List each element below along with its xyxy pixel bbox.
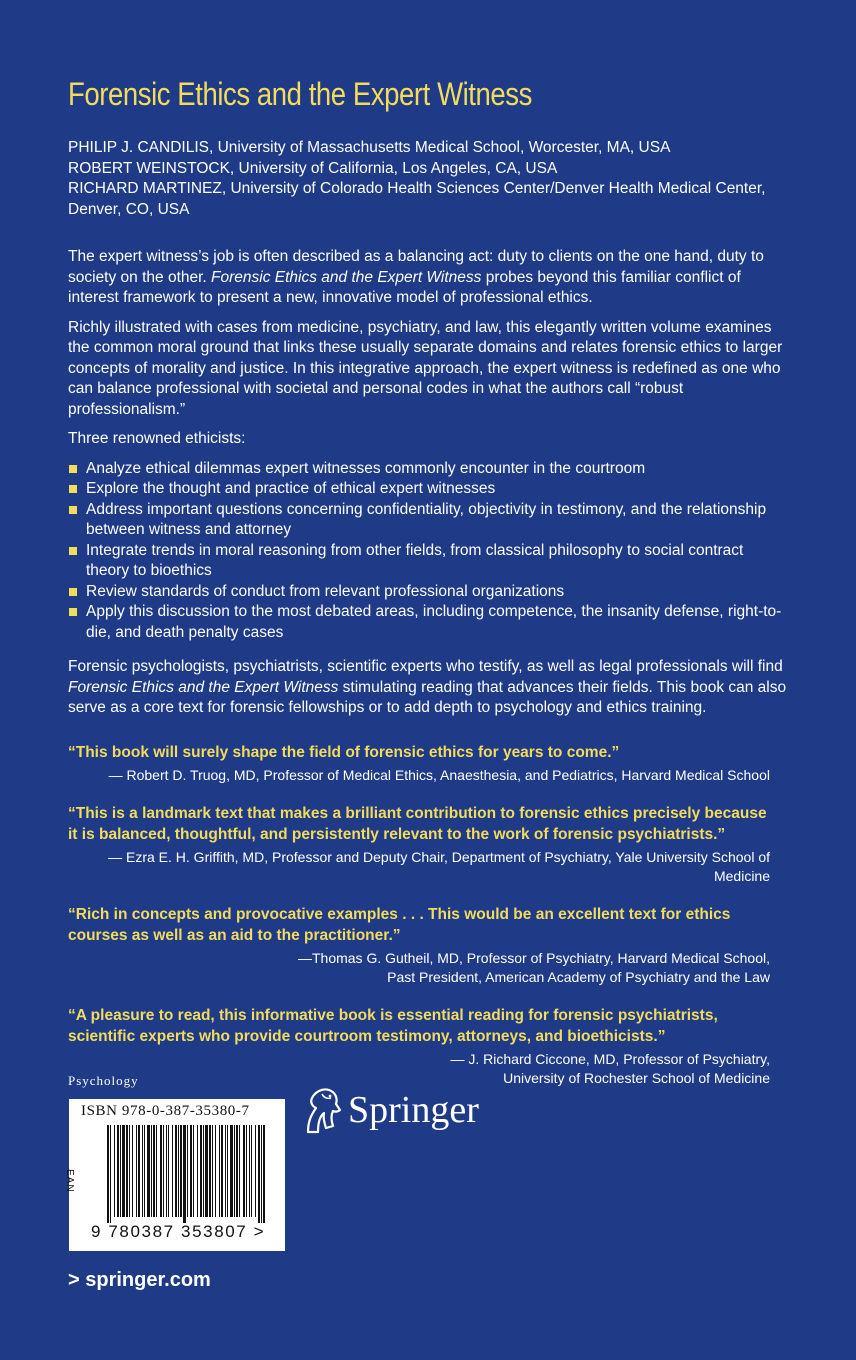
book-title: Forensic Ethics and the Expert Witness xyxy=(68,76,532,112)
barcode-bar xyxy=(187,1125,188,1217)
barcode-bar xyxy=(200,1125,202,1217)
publisher-logo xyxy=(302,1084,479,1136)
barcode-bar xyxy=(221,1125,223,1217)
list-item xyxy=(68,541,788,582)
attribution-line: Past President, American Academy of Psychiatry and the Law xyxy=(387,969,770,985)
text-run: The expert witness’s job is often described as a balancing act: duty to clients on the one hand, duty to society on the other. xyxy=(68,248,764,286)
book-title-italic: Forensic Ethics and the Expert Witness xyxy=(211,268,482,286)
barcode-bar xyxy=(255,1125,256,1217)
barcode-bar xyxy=(190,1125,192,1217)
description-paragraph-3 xyxy=(68,657,788,719)
barcode-bar xyxy=(153,1125,155,1217)
feature-list xyxy=(68,459,788,644)
endorsement-attribution xyxy=(68,949,770,987)
barcode-bar xyxy=(178,1125,179,1217)
barcode-bar xyxy=(117,1125,119,1217)
list-item xyxy=(68,602,788,643)
endorsement-attribution: — Robert D. Truog, MD, Professor of Medical Ethics, Anaesthesia, and Pediatrics, Harvard Medical School xyxy=(108,767,770,783)
barcode-bar xyxy=(239,1125,240,1217)
bullet-square-icon xyxy=(69,485,77,493)
barcode-bar xyxy=(225,1125,226,1217)
list-item xyxy=(68,500,788,541)
description xyxy=(68,247,788,728)
barcode-bar xyxy=(138,1125,140,1217)
barcode-bar xyxy=(234,1125,235,1217)
list-item-text: Integrate trends in moral reasoning from other fields, from classical philosophy to social contract theory to bioethics xyxy=(86,541,744,579)
author-line: RICHARD MARTINEZ, University of Colorado Health Sciences Center/Denver Health Medical Center, xyxy=(68,180,766,197)
list-item xyxy=(68,459,788,480)
list-item-text: Apply this discussion to the most debated areas, including competence, the insanity defense, right-to-die, and death penalty cases xyxy=(86,603,782,641)
author-list xyxy=(68,138,788,220)
springer-horse-icon xyxy=(302,1084,342,1136)
author-line: ROBERT WEINSTOCK, University of California, Los Angeles, CA, USA xyxy=(68,159,558,177)
attribution-line: — J. Richard Ciccone, MD, Professor of Psychiatry, xyxy=(450,1051,770,1067)
barcode-bar xyxy=(142,1125,143,1217)
endorsement xyxy=(68,742,770,785)
list-item-text: Analyze ethical dilemmas expert witnesses commonly encounter in the courtroom xyxy=(86,459,646,477)
endorsement-quote: “Rich in concepts and provocative examples . . . This would be an excellent text for ethics courses as well as an aid to the practitioner.” xyxy=(68,906,731,944)
barcode-bar xyxy=(110,1125,111,1223)
bullet-square-icon xyxy=(69,547,77,555)
endorsement-quote: “This book will surely shape the field of forensic ethics for years to come.” xyxy=(68,744,620,761)
barcode-bar xyxy=(126,1125,128,1217)
barcode-bar xyxy=(246,1125,247,1217)
barcode-bar xyxy=(180,1125,182,1217)
barcode-bar xyxy=(114,1125,115,1217)
barcode-bar xyxy=(219,1125,220,1217)
list-item xyxy=(68,479,788,500)
endorsement xyxy=(68,904,770,987)
text-run: probes beyond this familiar conflict of interest framework to present a new, innovative model of professional ethics. xyxy=(68,268,741,306)
barcode-bar xyxy=(205,1125,208,1217)
endorsement-attribution: — Ezra E. H. Griffith, MD, Professor and Deputy Chair, Department of Psychiatry, Yale University School of Medicine xyxy=(108,849,770,884)
barcode-bar xyxy=(183,1125,186,1223)
barcode-bar xyxy=(175,1125,177,1217)
barcode-bar xyxy=(122,1125,125,1217)
barcode-bar xyxy=(243,1125,245,1217)
list-item xyxy=(68,582,788,603)
barcode-bar xyxy=(258,1125,260,1223)
barcode-bar xyxy=(230,1125,233,1217)
barcode-bar xyxy=(249,1125,250,1217)
barcode-bar xyxy=(263,1125,265,1223)
book-title-italic: Forensic Ethics and the Expert Witness xyxy=(68,678,339,696)
endorsement-quote: “A pleasure to read, this informative book is essential reading for forensic psychiatrists, scientific experts who provide courtroom testimony, attorneys, and bioethicists.” xyxy=(68,1007,718,1045)
list-item-text: Address important questions concerning confidentiality, objectivity in testimony, and the relationship between witness and attorney xyxy=(86,500,767,538)
bullet-square-icon xyxy=(69,465,77,473)
barcode-bar xyxy=(156,1125,157,1217)
text-run: Forensic psychologists, psychiatrists, scientific experts who testify, as well as legal professionals will find xyxy=(68,658,783,675)
barcode-bar xyxy=(144,1125,145,1217)
barcode-bar xyxy=(120,1125,121,1217)
publisher-name: Springer xyxy=(348,1089,479,1131)
author-line: PHILIP J. CANDILIS, University of Massachusetts Medical School, Worcester, MA, USA xyxy=(68,139,671,156)
list-item-text: Explore the thought and practice of ethical expert witnesses xyxy=(86,480,496,497)
text-run: stimulating reading that advances their fields. This book can also serve as a core text for forensic fellowships or to add depth to psychology and ethics training. xyxy=(68,678,787,716)
bullet-square-icon xyxy=(69,608,77,616)
barcode-bar xyxy=(227,1125,228,1217)
category-label: Psychology xyxy=(68,1073,139,1088)
barcode-bar xyxy=(209,1125,211,1217)
barcode-bar xyxy=(160,1125,162,1217)
barcode-bar xyxy=(203,1125,204,1217)
barcode-bar xyxy=(168,1125,169,1217)
website-link[interactable]: > springer.com xyxy=(68,1269,211,1291)
ean-label: EAN xyxy=(64,1169,75,1193)
barcode-bar xyxy=(251,1125,252,1217)
barcode-bar xyxy=(236,1125,238,1217)
attribution-line: University of Rochester School of Medicine xyxy=(503,1070,770,1086)
barcode-number: 9 780387 353807 > xyxy=(91,1222,266,1241)
barcode-bar xyxy=(172,1125,173,1217)
description-paragraph-2: Richly illustrated with cases from medicine, psychiatry, and law, this elegantly written volume examines the common moral ground that links these usually separate domains and relates forensic ethics to larger concepts of morality and justice. In this integrative approach, the expert witness is redefined as one who can balance professional with societal and personal codes in what the authors call “robust professionalism.” xyxy=(68,318,783,418)
endorsement xyxy=(68,803,770,886)
isbn-label: ISBN 978-0-387-35380-7 xyxy=(81,1103,250,1119)
barcode-bar xyxy=(215,1125,216,1217)
barcode-bar xyxy=(151,1125,152,1217)
list-item-text: Review standards of conduct from relevant professional organizations xyxy=(86,582,565,600)
barcode-bar xyxy=(129,1125,130,1217)
endorsement-attribution xyxy=(68,1050,770,1088)
barcode-bar xyxy=(132,1125,133,1217)
barcode-bar xyxy=(163,1125,164,1217)
barcode-bar xyxy=(197,1125,198,1217)
barcode-bar xyxy=(166,1125,167,1217)
barcode-bar xyxy=(147,1125,150,1217)
barcode xyxy=(64,1099,285,1251)
description-paragraph-1 xyxy=(68,247,788,309)
barcode-bar xyxy=(212,1125,213,1217)
attribution-line: —Thomas G. Gutheil, MD, Professor of Psychiatry, Harvard Medical School, xyxy=(297,950,770,966)
endorsement-quote: “This is a landmark text that makes a brilliant contribution to forensic ethics precisely because it is balanced, thoughtful, and persistently relevant to the work of forensic psychiatrists.” xyxy=(68,805,767,843)
barcode-bar xyxy=(261,1125,262,1223)
bullet-square-icon xyxy=(69,506,77,514)
barcode-bar xyxy=(136,1125,137,1217)
bullet-square-icon xyxy=(69,588,77,596)
endorsement xyxy=(68,1005,770,1088)
barcode-bar xyxy=(193,1125,194,1217)
bullets-intro: Three renowned ethicists: xyxy=(68,430,246,447)
author-line: Denver, CO, USA xyxy=(68,200,190,218)
barcode-bar xyxy=(107,1125,109,1223)
endorsements xyxy=(68,742,770,1106)
